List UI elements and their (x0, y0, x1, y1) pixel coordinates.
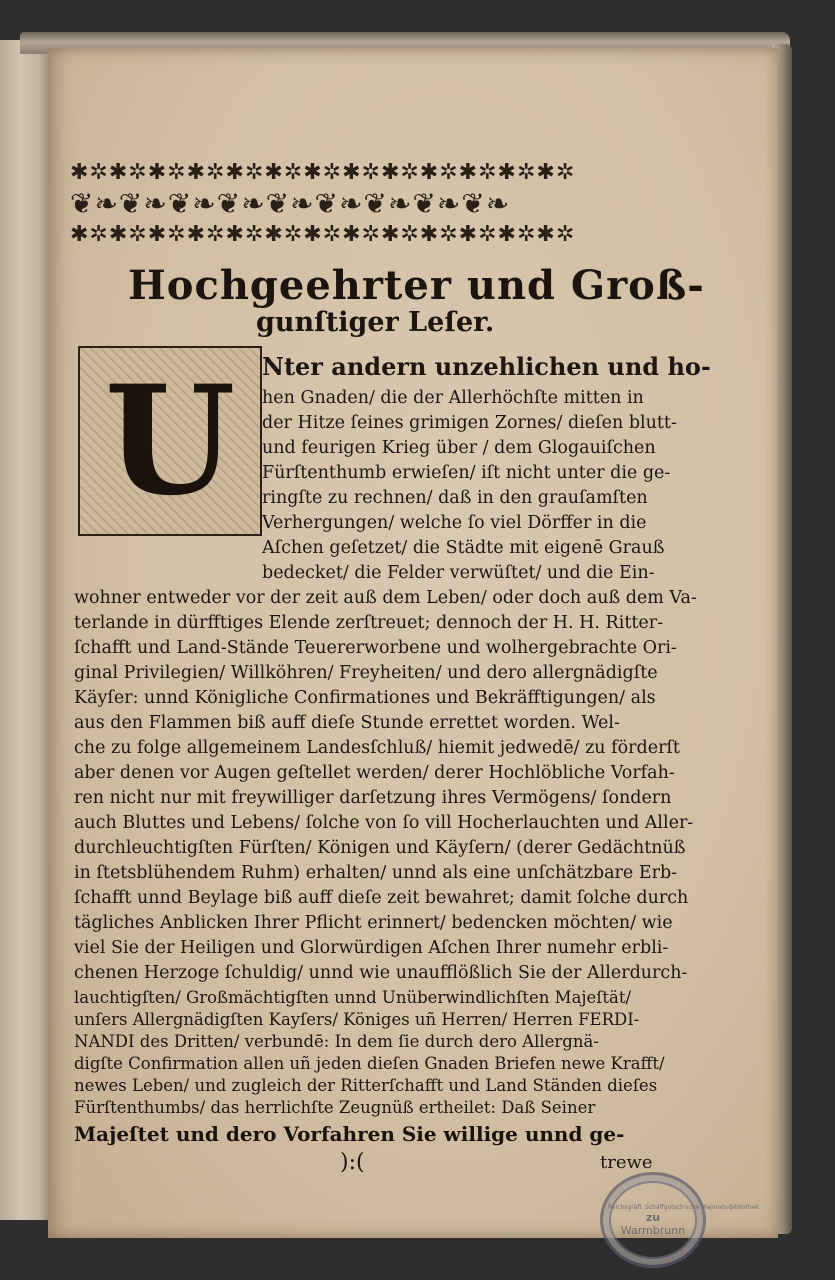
decorated-initial-letter (78, 346, 262, 536)
body-line: der Hitze ſeines grimigen Zornes/ dieſen blutt- (262, 413, 677, 433)
body-line: che zu folge allgemeinem Landesſchluß/ hiemit jedwedē/ zu förderſt (74, 738, 680, 758)
stamp-line-1: Reichsgräfl. Schaffgotsch'sche Majorats-Bibliothek (608, 1203, 759, 1211)
body-line: aber denen vor Augen geſtellet werden/ derer Hochlöbliche Vorfah- (74, 763, 675, 783)
body-line: hen Gnaden/ die der Allerhöchſte mitten in (262, 388, 644, 408)
body-line: Aſchen geſetzet/ die Städte mit eigenē Grauß (262, 538, 665, 558)
body-line: terlande in dürfftiges Elende zerſtreuet; dennoch der H. H. Ritter- (74, 613, 664, 633)
ornament-row-top: ✱✲✱✲✱✲✱✲✱✲✱✲✱✲✱✲✱✲✱✲✱✲✱✲✱✲ (70, 160, 576, 185)
body-line: viel Sie der Heiligen und Glorwürdigen Aſchen Ihrer numehr erbli- (74, 938, 669, 958)
body-line: aus den Flammen biß auff dieſe Stunde errettet worden. Wel- (74, 713, 620, 733)
body-line: auch Bluttes und Lebens/ ſolche von ſo vill Hocherlauchten und Aller- (74, 813, 694, 833)
body-line: in ſtetsblühendem Ruhm) erhalten/ unnd als eine unſchätzbare Erb- (74, 863, 678, 883)
initial-letter-glyph: U (104, 353, 236, 529)
body-line: tägliches Anblicken Ihrer Pflicht erinnert/ bedencken möchten/ wie (74, 913, 673, 933)
body-line: chenen Herzoge ſchuldig/ unnd wie unaufflößlich Sie der Allerdurch- (74, 963, 688, 983)
page-title: Hochgeehrter und Groß- (128, 262, 705, 309)
stamp-line-2: zu (645, 1210, 661, 1224)
body-line: unſers Allergnädigſten Kayſers/ Königes uñ Herren/ Herren FERDI- (74, 1010, 640, 1029)
signature-mark: ):( (340, 1150, 365, 1175)
library-stamp (600, 1172, 759, 1268)
body-line: ringſte zu rechnen/ daß in den grauſamſten (262, 488, 648, 508)
body-line: digſte Confirmation allen uñ jeden dieſen Gnaden Briefen newe Krafft/ (74, 1054, 665, 1073)
body-line: ginal Privilegien/ Willköhren/ Freyheiten/ und dero allergnädigſte (74, 663, 658, 683)
body-line: Verhergungen/ welche ſo viel Dörffer in die (262, 513, 647, 533)
emphasized-closing-line: Majeſtet und dero Vorfahren Sie willige unnd ge- (74, 1122, 625, 1146)
catchword: trewe (600, 1152, 653, 1173)
body-line: Fürſtenthumb erwieſen/ iſt nicht unter die ge- (262, 463, 671, 483)
body-line: durchleuchtigſten Fürſten/ Königen und Käyſern/ (derer Gedächtnüß (74, 838, 686, 858)
decorative-border-ornament (70, 160, 610, 250)
body-line: newes Leben/ und zugleich der Ritterſchafft und Land Ständen dieſes (74, 1076, 658, 1095)
body-line: lauchtigſten/ Großmächtigſten unnd Unüberwindlichſten Majeſtät/ (74, 988, 632, 1007)
body-line: Fürſtenthumbs/ das herrlichſte Zeugnüß ertheilet: Daß Seiner (74, 1098, 596, 1117)
body-line: bedecket/ die Felder verwüſtet/ und die Ein- (262, 563, 655, 583)
body-line: ſchafft und Land-Stände Teuererworbene und wolhergebrachte Ori- (74, 638, 677, 658)
stamp-line-3: Warmbrunn (620, 1223, 686, 1237)
ornament-row-middle: ❦❧❦❧❦❧❦❧❦❧❦❧❦❧❦❧❦❧ (70, 187, 511, 220)
body-line: Nter andern unzehlichen und ho- (262, 352, 711, 381)
body-line: Käyſer: unnd Königliche Confirmationes und Bekräfftigungen/ als (74, 688, 656, 708)
body-line: und feurigen Krieg über / dem Glogauiſchen (262, 438, 656, 458)
body-line: ren nicht nur mit freywilliger darſetzung ihres Vermögens/ ſondern (74, 788, 672, 808)
ornament-row-bottom: ✱✲✱✲✱✲✱✲✱✲✱✲✱✲✱✲✱✲✱✲✱✲✱✲✱✲ (70, 222, 576, 247)
left-binding-edge (0, 40, 53, 1220)
page-subtitle: gunſtiger Leſer. (256, 307, 495, 338)
body-line: wohner entweder vor der zeit auß dem Leben/ oder doch auß dem Va- (74, 588, 697, 608)
body-line: NANDI des Dritten/ verbundē: In dem ſie durch dero Allergnä- (74, 1032, 599, 1051)
body-line: ſchafft unnd Beylage biß auff dieſe zeit bewahret; damit ſolche durch (74, 888, 689, 908)
